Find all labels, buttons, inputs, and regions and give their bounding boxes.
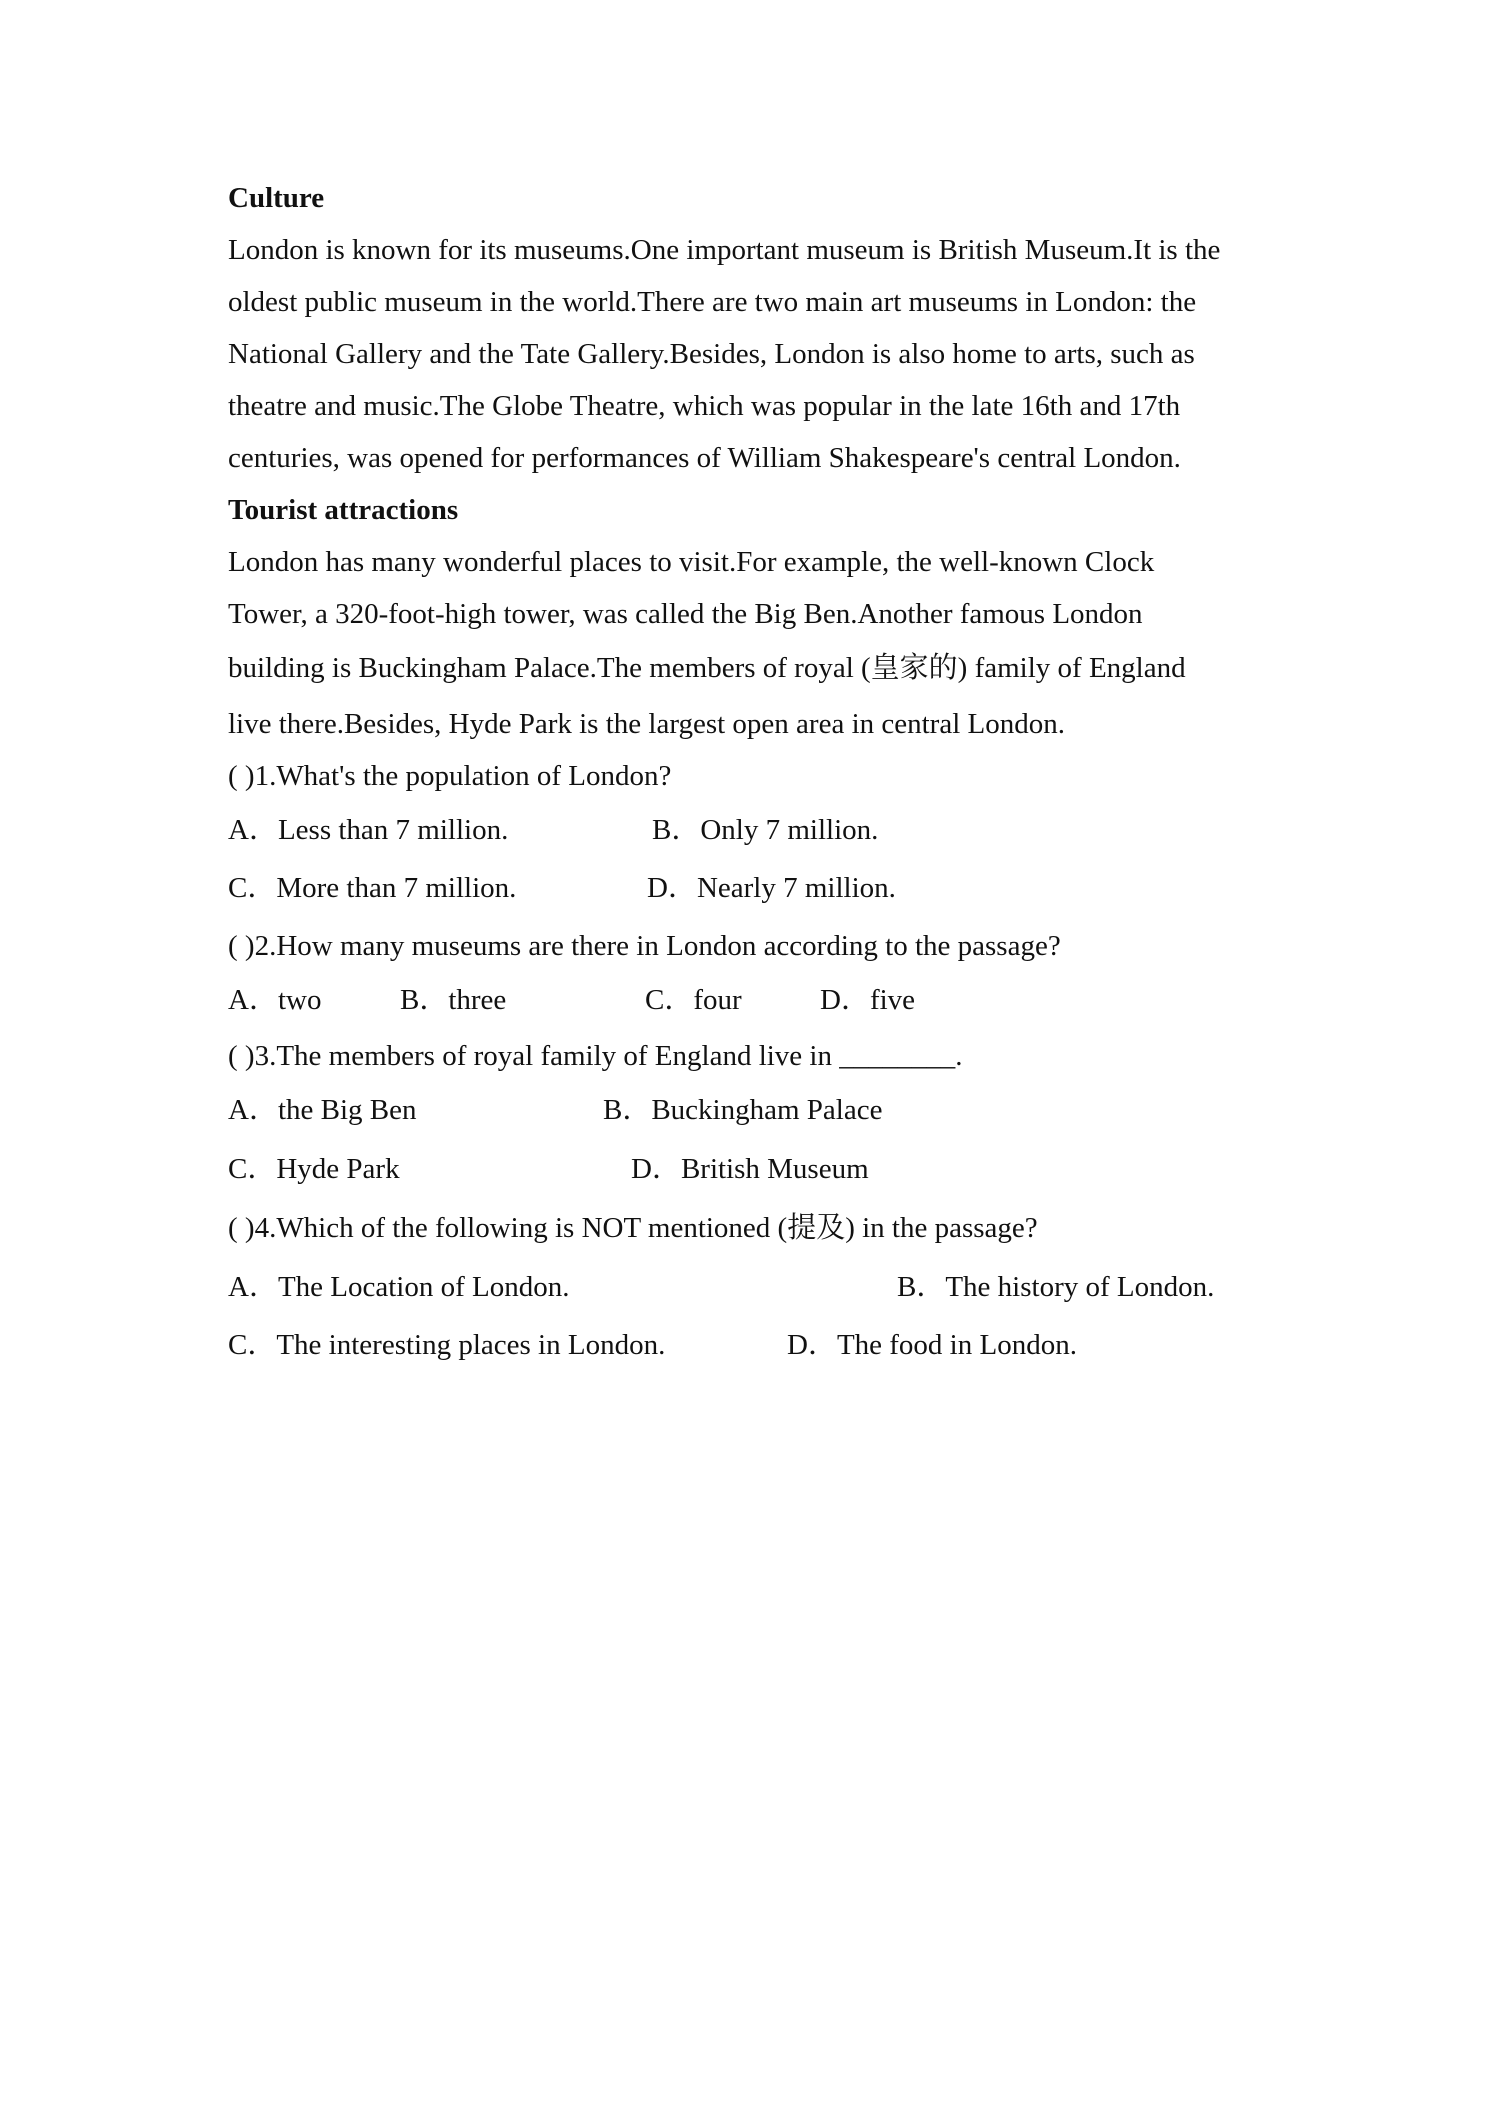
question-4-option-b: B．The history of London. xyxy=(897,1271,1215,1303)
tourist-line: London has many wonderful places to visit.For example, the well-known Clock xyxy=(228,546,1155,578)
question-3-option-c: C．Hyde Park xyxy=(228,1153,400,1185)
question-3-option-d: D．British Museum xyxy=(631,1153,869,1185)
question-2-option-c: C．four xyxy=(645,984,742,1016)
question-3-option-a: A．the Big Ben xyxy=(228,1094,417,1126)
question-3-option-b: B．Buckingham Palace xyxy=(603,1094,883,1126)
tourist-line: Tower, a 320-foot-high tower, was called the Big Ben.Another famous London xyxy=(228,598,1143,630)
question-1-option-b: B．Only 7 million. xyxy=(652,814,879,846)
culture-line: London is known for its museums.One important museum is British Museum.It is the xyxy=(228,234,1221,266)
question-2-option-d: D．five xyxy=(820,984,916,1016)
question-1-option-a: A．Less than 7 million. xyxy=(228,814,509,846)
question-1-stem: ( )1.What's the population of London? xyxy=(228,760,672,792)
culture-line: oldest public museum in the world.There are two main art museums in London: the xyxy=(228,286,1197,318)
tourist-line: live there.Besides, Hyde Park is the largest open area in central London. xyxy=(228,708,1065,740)
question-4-option-a: A．The Location of London. xyxy=(228,1271,570,1303)
question-3-stem: ( )3.The members of royal family of England live in ________. xyxy=(228,1040,963,1072)
culture-line: theatre and music.The Globe Theatre, which was popular in the late 16th and 17th xyxy=(228,390,1181,422)
section-heading-tourist-attractions: Tourist attractions xyxy=(228,494,459,526)
question-4-stem: ( )4.Which of the following is NOT mentioned (提及) in the passage? xyxy=(228,1212,1038,1244)
question-2-option-a: A．two xyxy=(228,984,322,1016)
question-4-option-d: D．The food in London. xyxy=(787,1329,1077,1361)
question-2-stem: ( )2.How many museums are there in London according to the passage? xyxy=(228,930,1061,962)
question-4-option-c: C．The interesting places in London. xyxy=(228,1329,666,1361)
section-heading-culture: Culture xyxy=(228,182,325,214)
question-1-option-c: C．More than 7 million. xyxy=(228,872,517,904)
culture-line: centuries, was opened for performances of William Shakespeare's central London. xyxy=(228,442,1181,474)
tourist-line: building is Buckingham Palace.The members of royal (皇家的) family of England xyxy=(228,652,1186,684)
culture-line: National Gallery and the Tate Gallery.Besides, London is also home to arts, such as xyxy=(228,338,1195,370)
question-2-option-b: B．three xyxy=(400,984,507,1016)
question-1-option-d: D．Nearly 7 million. xyxy=(647,872,896,904)
